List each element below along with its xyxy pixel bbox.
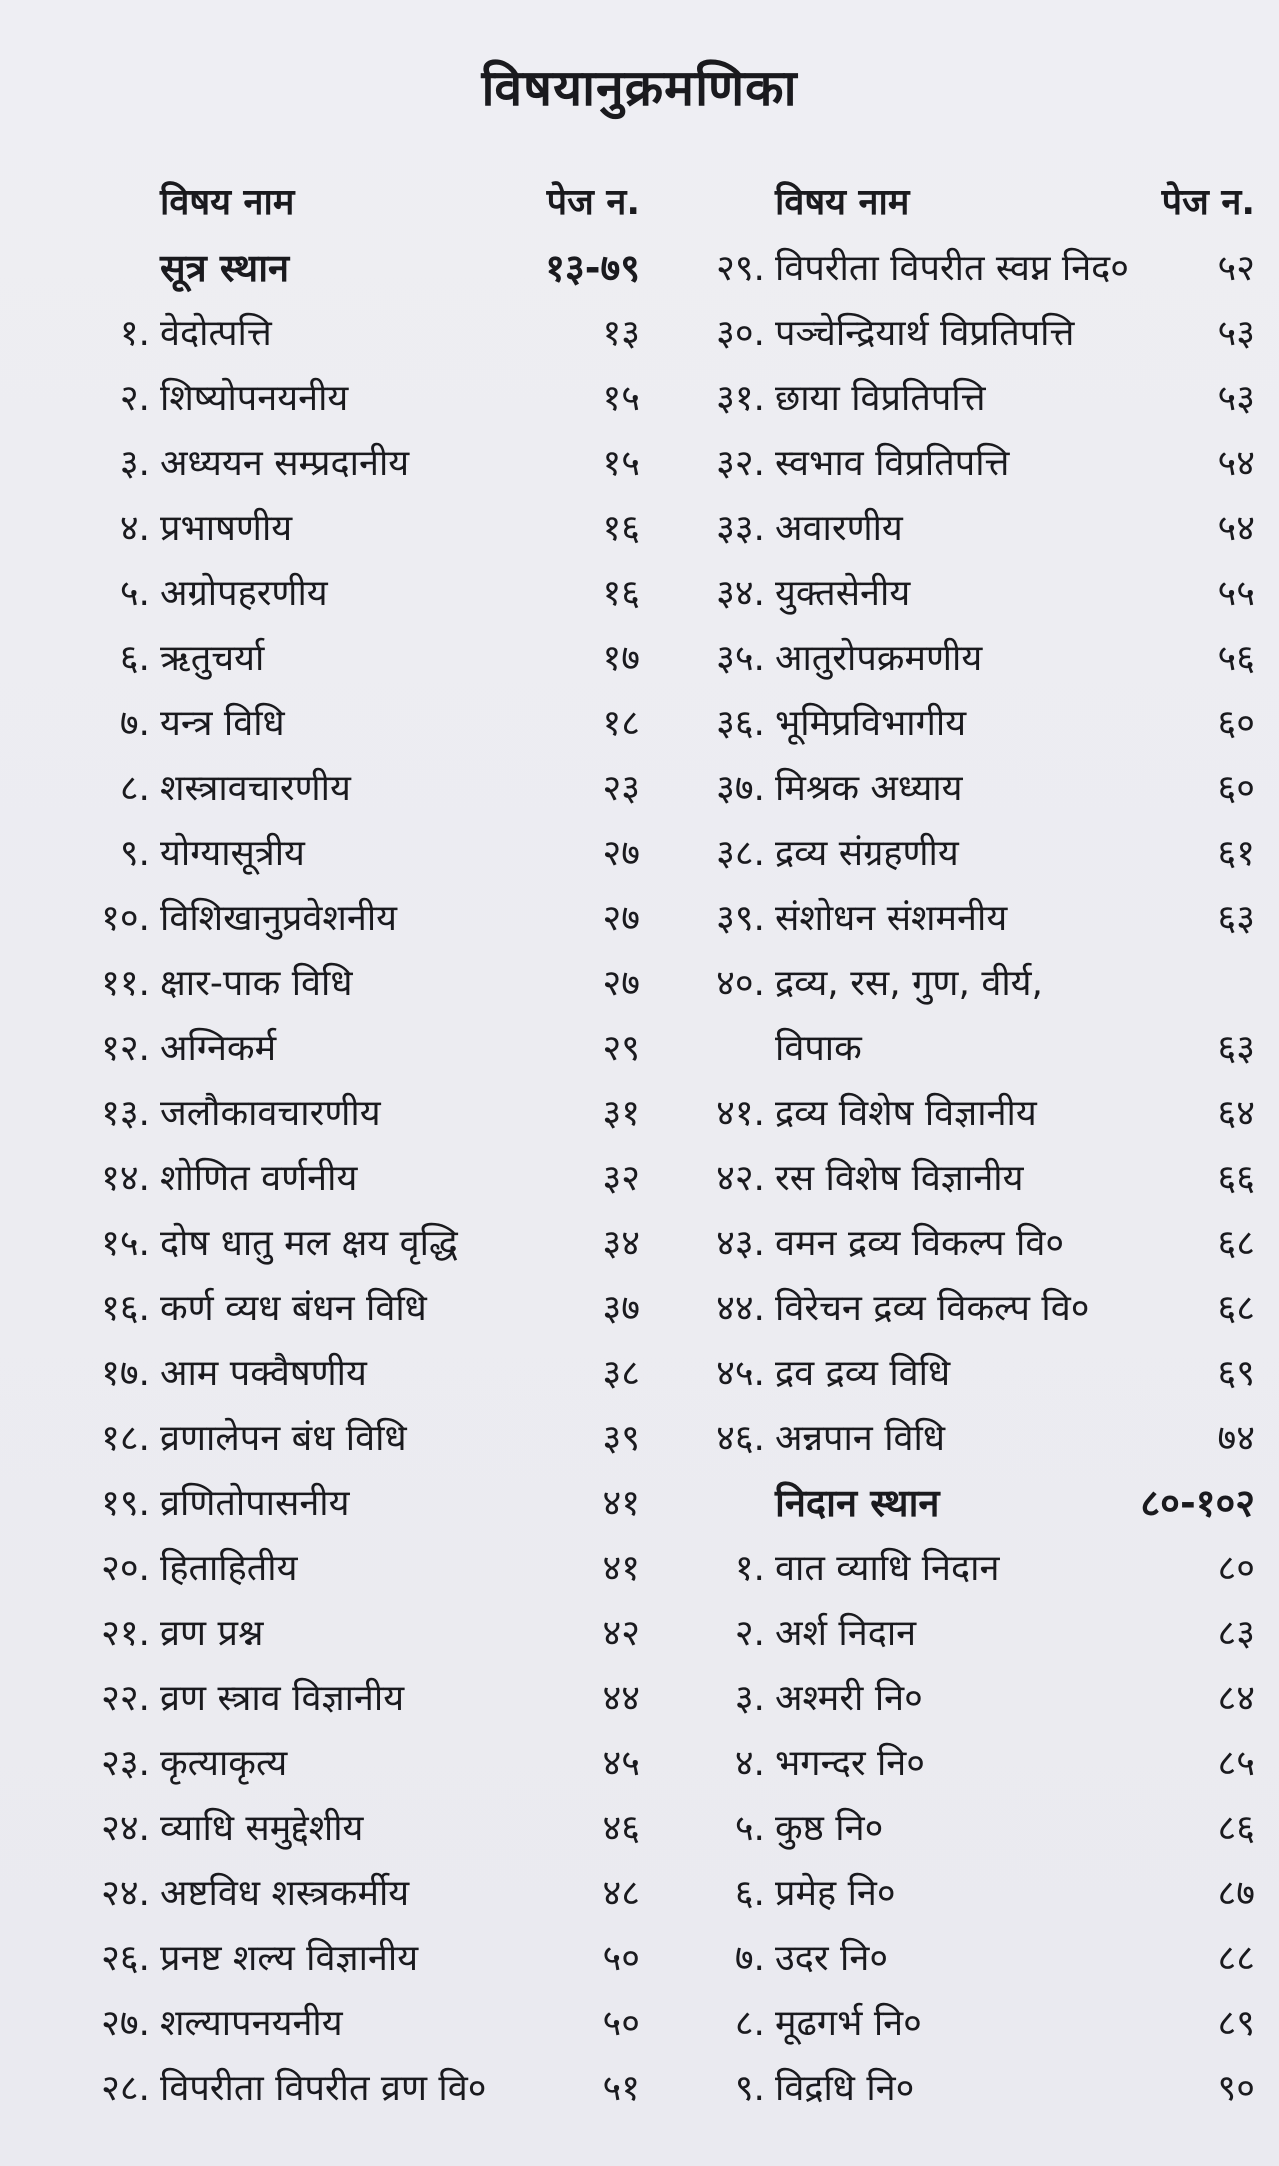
index-entry-row xyxy=(655,1666,1255,1731)
entry-subject: मूढगर्भ नि० xyxy=(775,2003,922,2044)
entry-number: ६. xyxy=(119,638,150,679)
entry-page-number: १५ xyxy=(602,443,640,484)
entry-subject: अर्श निदान xyxy=(775,1613,917,1654)
index-entry-row xyxy=(655,236,1255,301)
entry-page-number: ६८ xyxy=(1217,1223,1255,1264)
entry-number: १५. xyxy=(101,1223,150,1264)
index-entry-row xyxy=(40,431,640,496)
entry-page-number: ७४ xyxy=(1217,1418,1255,1459)
entry-subject: वेदोत्पत्ति xyxy=(160,313,272,354)
entry-subject: द्रव्य विशेष विज्ञानीय xyxy=(775,1093,1037,1134)
entry-subject: प्रनष्ट शल्य विज्ञानीय xyxy=(160,1938,419,1979)
entry-page-number: २७ xyxy=(602,833,640,874)
entry-page-number: ४८ xyxy=(602,1873,640,1914)
entry-page-number: ८७ xyxy=(1217,1873,1255,1914)
entry-number: ६. xyxy=(734,1873,765,1914)
entry-subject: अन्नपान विधि xyxy=(775,1418,946,1459)
entry-number: ४१. xyxy=(716,1093,765,1134)
entry-number: ३४. xyxy=(716,573,765,614)
entry-page-number: ६३ xyxy=(1217,1028,1255,1069)
index-entry-row xyxy=(655,301,1255,366)
index-entry-row xyxy=(40,1146,640,1211)
index-entry-row xyxy=(655,1276,1255,1341)
entry-subject: अध्ययन सम्प्रदानीय xyxy=(160,443,410,484)
entry-page-number: ४२ xyxy=(602,1613,640,1654)
entry-number: १. xyxy=(734,1548,765,1589)
entry-subject: विपरीता विपरीत व्रण वि० xyxy=(160,2068,487,2109)
entry-number: १. xyxy=(119,313,150,354)
entry-subject: अश्मरी नि० xyxy=(775,1678,923,1719)
index-entry-row xyxy=(40,1601,640,1666)
entry-number: ४०. xyxy=(716,963,765,1004)
entry-subject: हिताहितीय xyxy=(160,1548,298,1589)
entry-subject: व्रण प्रश्न xyxy=(160,1613,264,1654)
index-entry-row xyxy=(40,366,640,431)
entry-number: २४. xyxy=(101,1808,150,1849)
entry-number: १७. xyxy=(101,1353,150,1394)
index-entry-row xyxy=(655,431,1255,496)
index-rows xyxy=(40,236,640,2121)
section-title: सूत्र स्थान xyxy=(160,246,290,290)
index-entry-row xyxy=(40,1406,640,1471)
entry-page-number: ५२ xyxy=(1217,248,1255,289)
entry-number: २२. xyxy=(101,1678,150,1719)
index-entry-row xyxy=(655,1016,1255,1081)
entry-page-number: ६० xyxy=(1217,768,1255,809)
index-entry-row xyxy=(655,561,1255,626)
entry-subject: कृत्याकृत्य xyxy=(160,1743,288,1784)
entry-number: ४४. xyxy=(716,1288,765,1329)
entry-page-number: ६३ xyxy=(1217,898,1255,939)
index-entry-row xyxy=(40,301,640,366)
index-entry-row xyxy=(40,1861,640,1926)
index-entry-row xyxy=(40,1926,640,1991)
index-entry-row xyxy=(40,1276,640,1341)
entry-page-number: ५० xyxy=(602,1938,640,1979)
index-entry-row xyxy=(655,821,1255,886)
entry-subject: अवारणीय xyxy=(775,508,903,549)
index-rows xyxy=(655,236,1255,2121)
entry-number: ४. xyxy=(119,508,150,549)
entry-subject: जलौकावचारणीय xyxy=(160,1093,381,1134)
entry-number: १६. xyxy=(101,1288,150,1329)
index-entry-row xyxy=(40,1211,640,1276)
entry-page-number: ४६ xyxy=(602,1808,640,1849)
entry-page-number: ५५ xyxy=(1217,573,1255,614)
entry-number: ३. xyxy=(119,443,150,484)
entry-page-number: ६९ xyxy=(1217,1353,1255,1394)
section-heading-row xyxy=(655,1471,1255,1536)
entry-subject: कुष्ठ नि० xyxy=(775,1808,884,1849)
index-entry-row xyxy=(655,1926,1255,1991)
page-title: विषयानुक्रमणिका xyxy=(481,59,798,117)
entry-number: ४६. xyxy=(716,1418,765,1459)
entry-subject: शल्यापनयनीय xyxy=(160,2003,343,2044)
entry-page-number: ३२ xyxy=(602,1158,640,1199)
entry-page-number: ५१ xyxy=(602,2068,640,2109)
index-entry-row xyxy=(655,691,1255,756)
index-entry-row xyxy=(40,886,640,951)
entry-subject: शोणित वर्णनीय xyxy=(160,1158,358,1199)
entry-page-number: ८० xyxy=(1217,1548,1255,1589)
section-title: निदान स्थान xyxy=(775,1481,940,1525)
entry-subject: व्रणालेपन बंध विधि xyxy=(160,1418,407,1459)
entry-page-number: १८ xyxy=(602,703,640,744)
entry-page-number: ८९ xyxy=(1217,2003,1255,2044)
index-entry-row xyxy=(655,1211,1255,1276)
entry-page-number: १५ xyxy=(602,378,640,419)
entry-page-number: ६० xyxy=(1217,703,1255,744)
entry-page-number: ३१ xyxy=(602,1093,640,1134)
entry-page-number: ८४ xyxy=(1217,1678,1255,1719)
entry-page-number: ५४ xyxy=(1217,508,1255,549)
header-page-number: पेज न. xyxy=(1161,182,1255,223)
entry-page-number: ५६ xyxy=(1217,638,1255,679)
index-entry-row xyxy=(40,1081,640,1146)
index-entry-row xyxy=(40,1471,640,1536)
header-subject-name: विषय नाम xyxy=(160,182,295,223)
entry-subject: युक्तसेनीय xyxy=(775,573,911,614)
column-header xyxy=(40,170,640,236)
entry-page-number: ६८ xyxy=(1217,1288,1255,1329)
entry-page-number: ८५ xyxy=(1217,1743,1255,1784)
entry-page-number: ५० xyxy=(602,2003,640,2044)
index-entry-row xyxy=(655,951,1255,1016)
entry-page-number: ५३ xyxy=(1217,378,1255,419)
entry-number: ३५. xyxy=(716,638,765,679)
entry-subject: विपाक xyxy=(775,1028,862,1069)
entry-number: ३७. xyxy=(716,768,765,809)
entry-subject: व्रण स्त्राव विज्ञानीय xyxy=(160,1678,405,1719)
section-page-range: १३-७९ xyxy=(545,246,640,290)
index-entry-row xyxy=(40,1666,640,1731)
entry-subject: पञ्चेन्द्रियार्थ विप्रतिपत्ति xyxy=(775,313,1075,354)
entry-number: ८. xyxy=(119,768,150,809)
entry-page-number: ५४ xyxy=(1217,443,1255,484)
entry-number: २४. xyxy=(101,1873,150,1914)
entry-subject: व्रणितोपासनीय xyxy=(160,1483,350,1524)
entry-subject: शिष्योपनयनीय xyxy=(160,378,349,419)
entry-page-number: ८३ xyxy=(1217,1613,1255,1654)
entry-number: ३२. xyxy=(716,443,765,484)
entry-number: ४३. xyxy=(716,1223,765,1264)
entry-subject: भूमिप्रविभागीय xyxy=(775,703,967,744)
entry-page-number: ४१ xyxy=(602,1548,640,1589)
entry-number: ३३. xyxy=(716,508,765,549)
index-entry-row xyxy=(655,1146,1255,1211)
entry-number: ७. xyxy=(119,703,150,744)
entry-number: १०. xyxy=(101,898,150,939)
header-page-number: पेज न. xyxy=(546,182,640,223)
entry-number: ४५. xyxy=(716,1353,765,1394)
entry-page-number: ९० xyxy=(1217,2068,1255,2109)
entry-subject: अष्टविध शस्त्रकर्मीय xyxy=(160,1873,410,1914)
entry-page-number: २३ xyxy=(602,768,640,809)
entry-number: ८. xyxy=(734,2003,765,2044)
entry-subject: छाया विप्रतिपत्ति xyxy=(775,378,986,419)
index-entry-row xyxy=(40,951,640,1016)
entry-number: ३१. xyxy=(716,378,765,419)
entry-subject: विशिखानुप्रवेशनीय xyxy=(160,898,398,939)
header-subject-name: विषय नाम xyxy=(775,182,910,223)
entry-subject: प्रभाषणीय xyxy=(160,508,293,549)
index-entry-row xyxy=(655,2056,1255,2121)
index-entry-row xyxy=(40,756,640,821)
entry-page-number: ८८ xyxy=(1217,1938,1255,1979)
entry-page-number: ५३ xyxy=(1217,313,1255,354)
entry-number: ५. xyxy=(119,573,150,614)
entry-subject: दोष धातु मल क्षय वृद्धि xyxy=(160,1223,458,1264)
entry-subject: भगन्दर नि० xyxy=(775,1743,926,1784)
index-column-right xyxy=(655,170,1255,2121)
index-column-left xyxy=(40,170,640,2121)
entry-subject: मिश्रक अध्याय xyxy=(775,768,963,809)
index-entry-row xyxy=(655,496,1255,561)
index-entry-row xyxy=(655,1341,1255,1406)
entry-subject: विद्रधि नि० xyxy=(775,2068,915,2109)
entry-number: २. xyxy=(119,378,150,419)
entry-number: ९. xyxy=(119,833,150,874)
entry-page-number: १७ xyxy=(602,638,640,679)
entry-page-number: ३८ xyxy=(602,1353,640,1394)
entry-number: ३८. xyxy=(716,833,765,874)
index-entry-row xyxy=(655,366,1255,431)
entry-subject: आम पक्वैषणीय xyxy=(160,1353,367,1394)
entry-number: १९. xyxy=(101,1483,150,1524)
entry-subject: द्रव्य, रस, गुण, वीर्य, xyxy=(775,963,1043,1004)
entry-page-number: ८६ xyxy=(1217,1808,1255,1849)
entry-page-number: १३ xyxy=(602,313,640,354)
entry-subject: अग्निकर्म xyxy=(160,1028,277,1069)
entry-page-number: ६१ xyxy=(1217,833,1255,874)
index-entry-row xyxy=(655,1406,1255,1471)
entry-number: २९. xyxy=(716,248,765,289)
entry-page-number: ३९ xyxy=(602,1418,640,1459)
entry-number: २७. xyxy=(101,2003,150,2044)
entry-subject: प्रमेह नि० xyxy=(775,1873,896,1914)
entry-page-number: ६४ xyxy=(1217,1093,1255,1134)
entry-number: ११. xyxy=(101,963,150,1004)
entry-subject: यन्त्र विधि xyxy=(160,703,285,744)
index-entry-row xyxy=(40,1536,640,1601)
index-entry-row xyxy=(655,1536,1255,1601)
index-entry-row xyxy=(40,1991,640,2056)
entry-subject: द्रव द्रव्य विधि xyxy=(775,1353,951,1394)
entry-subject: संशोधन संशमनीय xyxy=(775,898,1008,939)
entry-page-number: २७ xyxy=(602,963,640,1004)
entry-subject: ऋतुचर्या xyxy=(160,638,265,679)
entry-page-number: १६ xyxy=(602,573,640,614)
entry-number: ५. xyxy=(734,1808,765,1849)
entry-page-number: ४४ xyxy=(602,1678,640,1719)
index-entry-row xyxy=(40,2056,640,2121)
entry-page-number: २७ xyxy=(602,898,640,939)
entry-number: २१. xyxy=(101,1613,150,1654)
entry-page-number: ४१ xyxy=(602,1483,640,1524)
entry-subject: विपरीता विपरीत स्वप्न निद० xyxy=(775,248,1130,289)
index-entry-row xyxy=(655,886,1255,951)
index-entry-row xyxy=(40,1796,640,1861)
index-entry-row xyxy=(40,496,640,561)
entry-subject: स्वभाव विप्रतिपत्ति xyxy=(775,443,1010,484)
entry-subject: उदर नि० xyxy=(775,1938,889,1979)
entry-subject: क्षार-पाक विधि xyxy=(160,963,353,1004)
index-entry-row xyxy=(655,1601,1255,1666)
entry-subject: रस विशेष विज्ञानीय xyxy=(775,1158,1024,1199)
entry-subject: अग्रोपहरणीय xyxy=(160,573,328,614)
entry-subject: कर्ण व्यध बंधन विधि xyxy=(160,1288,427,1329)
index-entry-row xyxy=(40,561,640,626)
entry-number: ४२. xyxy=(716,1158,765,1199)
index-entry-row xyxy=(40,691,640,756)
index-entry-row xyxy=(40,1731,640,1796)
section-heading-row xyxy=(40,236,640,301)
section-page-range: ८०-१०२ xyxy=(1140,1481,1255,1525)
column-header xyxy=(655,170,1255,236)
entry-page-number: ३७ xyxy=(602,1288,640,1329)
entry-number: ३६. xyxy=(716,703,765,744)
entry-number: २०. xyxy=(101,1548,150,1589)
index-entry-row xyxy=(655,756,1255,821)
entry-number: ४. xyxy=(734,1743,765,1784)
index-entry-row xyxy=(40,626,640,691)
entry-number: ९. xyxy=(734,2068,765,2109)
entry-subject: आतुरोपक्रमणीय xyxy=(775,638,983,679)
entry-subject: वात व्याधि निदान xyxy=(775,1548,1000,1589)
index-entry-row xyxy=(40,1341,640,1406)
entry-page-number: ३४ xyxy=(602,1223,640,1264)
index-entry-row xyxy=(40,1016,640,1081)
index-entry-row xyxy=(655,1991,1255,2056)
index-entry-row xyxy=(655,1861,1255,1926)
entry-number: २. xyxy=(734,1613,765,1654)
entry-number: १४. xyxy=(101,1158,150,1199)
index-entry-row xyxy=(655,1796,1255,1861)
entry-number: ३. xyxy=(734,1678,765,1719)
entry-subject: योग्यासूत्रीय xyxy=(160,833,305,874)
entry-number: १२. xyxy=(101,1028,150,1069)
entry-number: १८. xyxy=(101,1418,150,1459)
entry-page-number: २९ xyxy=(602,1028,640,1069)
entry-page-number: ६६ xyxy=(1217,1158,1255,1199)
index-entry-row xyxy=(655,1731,1255,1796)
entry-number: ३०. xyxy=(716,313,765,354)
entry-number: १३. xyxy=(101,1093,150,1134)
index-entry-row xyxy=(655,626,1255,691)
entry-subject: व्याधि समुद्देशीय xyxy=(160,1808,364,1849)
entry-page-number: ४५ xyxy=(602,1743,640,1784)
entry-number: २३. xyxy=(101,1743,150,1784)
entry-number: २८. xyxy=(101,2068,150,2109)
entry-subject: वमन द्रव्य विकल्प वि० xyxy=(775,1223,1065,1264)
index-entry-row xyxy=(655,1081,1255,1146)
entry-number: ३९. xyxy=(716,898,765,939)
entry-page-number: १६ xyxy=(602,508,640,549)
entry-number: ७. xyxy=(734,1938,765,1979)
index-entry-row xyxy=(40,821,640,886)
entry-subject: द्रव्य संग्रहणीय xyxy=(775,833,959,874)
entry-subject: विरेचन द्रव्य विकल्प वि० xyxy=(775,1288,1090,1329)
entry-number: २६. xyxy=(101,1938,150,1979)
entry-subject: शस्त्रावचारणीय xyxy=(160,768,351,809)
